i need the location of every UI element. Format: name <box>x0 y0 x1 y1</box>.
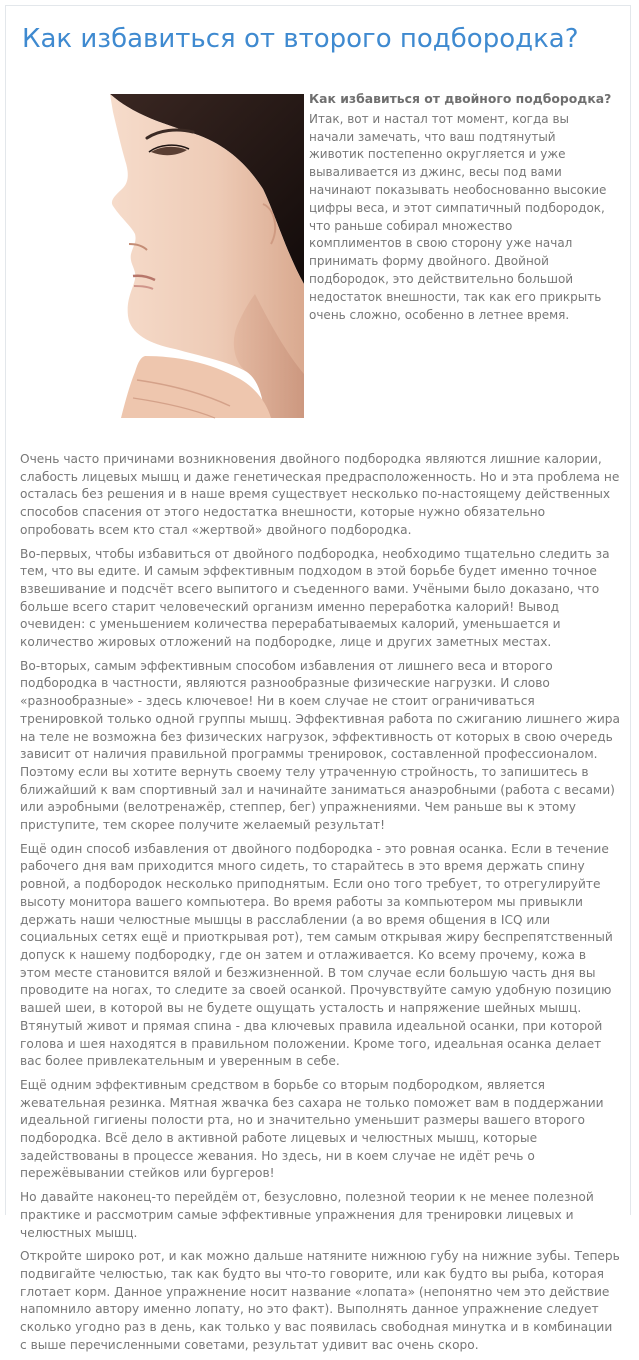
body-paragraph: Во-первых, чтобы избавиться от двойного подбородка, необходимо тщательно следить за тем, что вы едите. И самым эффективным подходом в этой борьбе будет именно точное взвешивание и подсчёт всего выпитого и съеденного вами. Учёными было доказано, что больше всего старит человеческий организм именно переработка калорий! Вывод очевиден: с уменьшением количества перерабатываемых калорий, уменьшается и количество жировых отложений на подбородке, лице и других заметных местах. <box>20 546 610 650</box>
article-container <box>5 5 631 1352</box>
intro-block <box>309 90 612 324</box>
article-subheading: Как избавиться от двойного подбородка? <box>309 91 612 106</box>
article-body <box>20 451 620 1360</box>
woman-profile-photo <box>25 94 304 418</box>
body-paragraph: Во-вторых, самым эффективным способом избавления от лишнего веса и второго подбородка в частности, являются разнообразные физические нагрузки. И слово «разнообразные» - здесь ключевое! Ни в коем случае не стоит ограничиваться тренировкой только одной группы мышц. Эффективная работа по сжиганию лишнего жира на теле не возможна без физических нагрузок, эффективность от которых в свою очередь зависит от наличия правильной программы тренировок, составленной профессионалом. Поэтому если вы хотите вернуть своему телу утраченную стройность, то запишитесь в ближайший к вам спортивный зал и начинайте заниматься анаэробными (работа с весами) или аэробными (велотренажёр, степпер, бег) упражнениями. Чем раньше вы к этому приступите, тем скорее получите желаемый результат! <box>20 658 620 833</box>
intro-paragraph: Итак, вот и настал тот момент, когда вы начали замечать, что ваш подтянутый животик постепенно округляется и уже вываливается из джинс, весы под вами начинают показывать необоснованно высокие цифры веса, и этот симпатичный подбородок, что раньше собирал множество комплиментов в свою сторону уже начал принимать форму двойного. Двойной подбородок, это действительно большой недостаток внешности, так как его прикрыть очень сложно, особенно в летнее время. <box>309 111 607 322</box>
body-paragraph: Очень часто причинами возникновения двойного подбородка являются лишние калории, слабость лицевых мышц и даже генетическая предрасположенность. Но и эта проблема не осталась без решения и в наше время существует несколько по-настоящему действенных способов спасения от этого недостатка внешности, которые нужно обязательно опробовать всем кто стал «жертвой» двойного подбородка. <box>20 452 620 537</box>
body-paragraph: Откройте широко рот, и как можно дальше натяните нижнюю губу на нижние зубы. Теперь подвигайте челюстью, так как будто вы что-то говорите, или как будто вы рыба, которая глотает корм. Данное упражнение носит название «лопата» (непонятно чем это действие напомнило автору именно лопату, но это факт). Выполнять данное упражнение следует сколько угодно раз в день, как только у вас появилась свободная минутка и в комбинации с выше перечисленными советами, результат удивит вас очень скоро. <box>20 1249 620 1352</box>
body-paragraph: Но давайте наконец-то перейдём от, безусловно, полезной теории к не менее полезной практике и рассмотрим самые эффективные упражнения для тренировки лицевых и челюстных мышц. <box>20 1190 594 1240</box>
body-paragraph: Ещё одним эффективным средством в борьбе со вторым подбородком, является жевательная резинка. Мятная жвачка без сахара не только поможет вам в поддержании идеальной гигиены полости рта, но и значительно уменьшит размеры вашего второго подбородка. Всё дело в активной работе лицевых и челюстных мышц, которые задействованы в процессе жевания. Но здесь, ни в коем случае не идёт речь о пережёвывании стейков или бургеров! <box>20 1077 604 1181</box>
body-paragraph: Ещё один способ избавления от двойного подбородка - это ровная осанка. Если в течение рабочего дня вам приходится много сидеть, то старайтесь в это время держать спину ровной, а подбородок несколько приподнятым. Если оно того требует, то отрегулируйте высоту монитора вашего компьютера. Во время работы за компьютером мы привыкли держать наши челюстные мышцы в расслаблении (а во время общения в ICQ или социальных сетях ещё и приоткрывая рот), тем самым открывая жиру беспрепятственный допуск к нашему подбородку, где он затем и отлаживается. Ко всему прочему, кожа в этом месте становится вялой и безжизненной. В том случае если большую часть дня вы проводите на ногах, то следите за своей осанкой. Прочувствуйте самую удобную позицию вашей шеи, в которой вы не будете ощущать усталость и напряжение шейных мышц. Втянутый живот и прямая спина - два ключевых правила идеальной осанки, при которой голова и шея находятся в правильном положении. Кроме того, идеальная осанка делает вас более привлекательным и уверенным в себе. <box>20 841 613 1069</box>
page-title: Как избавиться от второго подбородка? <box>22 24 579 54</box>
